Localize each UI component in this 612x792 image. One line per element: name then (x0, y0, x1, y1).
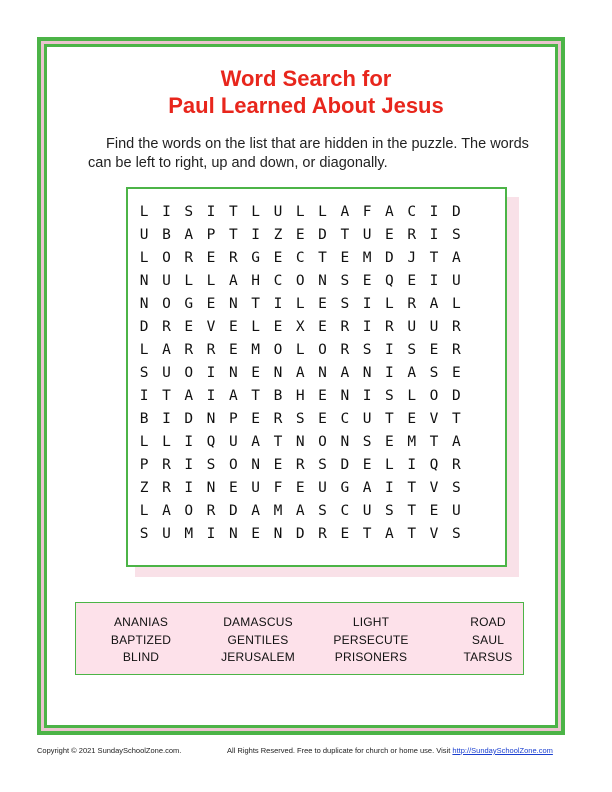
grid-row (133, 385, 467, 408)
grid-letter: D (184, 411, 194, 427)
grid-letter: A (451, 434, 461, 450)
grid-letter: T (429, 250, 439, 266)
grid-letter: I (184, 457, 194, 473)
grid-letter: S (451, 526, 461, 542)
grid-letter: N (228, 296, 238, 312)
grid-letter: E (273, 457, 283, 473)
grid-letter: C (340, 503, 350, 519)
grid-letter: D (228, 503, 238, 519)
grid-letter: T (162, 388, 171, 404)
grid-letter: L (139, 250, 149, 266)
grid-letter: G (340, 480, 350, 496)
grid-letter: G (184, 296, 194, 312)
grid-row (133, 523, 467, 546)
grid-letter: E (340, 526, 350, 542)
grid-letter: N (340, 434, 350, 450)
grid-letter: B (273, 388, 283, 404)
grid-letter: A (385, 204, 394, 220)
grid-letter: X (295, 319, 305, 335)
grid-letter: R (318, 526, 327, 542)
grid-letter: I (273, 296, 283, 312)
grid-letter: A (362, 480, 372, 496)
grid-letter: T (228, 204, 238, 220)
grid-letter: M (184, 526, 194, 542)
grid-letter: M (407, 434, 417, 450)
grid-letter: U (139, 227, 149, 243)
grid-letter: I (385, 365, 394, 381)
grid-letter: S (318, 457, 327, 473)
grid-letter: E (429, 342, 439, 358)
grid-letter: S (318, 503, 327, 519)
word-bank-word: LIGHT (352, 615, 390, 629)
grid-letter: F (362, 204, 372, 220)
grid-letter: I (385, 480, 394, 496)
grid-letter: I (429, 273, 439, 289)
grid-letter: S (362, 434, 372, 450)
grid-letter: S (295, 411, 305, 427)
grid-letter: I (429, 204, 439, 220)
grid-letter: D (318, 227, 327, 243)
grid-letter: L (251, 204, 260, 220)
grid-letter: E (251, 365, 260, 381)
grid-letter: I (362, 319, 372, 335)
footer-rights-text: All Rights Reserved. Free to duplicate for church or home use. Visit (227, 746, 451, 755)
grid-letter: T (228, 227, 238, 243)
grid-letter: U (162, 273, 171, 289)
grid-letter: N (295, 434, 305, 450)
grid-letter: U (162, 365, 171, 381)
grid-letter: H (295, 388, 305, 404)
grid-letter: E (206, 296, 216, 312)
grid-letter: I (184, 480, 194, 496)
grid-letter: I (362, 388, 372, 404)
word-bank-word: PRISONERS (334, 650, 408, 664)
grid-letter: H (251, 273, 260, 289)
grid-letter: P (228, 411, 238, 427)
page-title (0, 65, 612, 119)
grid-letter: T (251, 388, 260, 404)
grid-letter: U (162, 526, 171, 542)
grid-letter: L (139, 342, 149, 358)
grid-letter: L (139, 434, 149, 450)
grid-letter: A (385, 526, 394, 542)
grid-letter: L (318, 204, 327, 220)
word-bank-word: BAPTIZED (110, 632, 172, 647)
grid-letter: R (407, 296, 417, 312)
grid-letter: I (184, 434, 194, 450)
grid-letter: A (228, 388, 238, 404)
grid-letter: R (206, 503, 216, 519)
grid-letter: A (251, 434, 260, 450)
grid-letter: I (429, 227, 439, 243)
grid-letter: E (318, 296, 327, 312)
grid-letter: A (295, 503, 305, 519)
footer-rights (227, 746, 553, 755)
grid-letter: I (162, 204, 171, 220)
grid-letter: I (206, 526, 216, 542)
grid-letter: R (162, 480, 171, 496)
grid-letter: R (451, 457, 461, 473)
grid-letter: A (162, 503, 171, 519)
grid-letter: N (362, 365, 372, 381)
grid-letter: R (385, 319, 394, 335)
grid-letter: E (295, 480, 305, 496)
grid-letter: E (295, 227, 305, 243)
grid-letter: V (206, 319, 216, 335)
grid-letter: L (206, 273, 216, 289)
grid-letter: D (139, 319, 149, 335)
grid-letter: I (251, 227, 260, 243)
grid-letter: R (162, 457, 171, 473)
grid-row (133, 201, 467, 224)
grid-letter: A (407, 365, 417, 381)
grid-letter: S (451, 480, 461, 496)
grid-letter: A (228, 273, 238, 289)
grid-letter: T (318, 250, 327, 266)
grid-letter: L (295, 204, 305, 220)
grid-letter: O (429, 388, 439, 404)
word-bank-word: JERUSALEM (221, 650, 295, 664)
grid-row (133, 408, 467, 431)
grid-letter: E (206, 250, 216, 266)
grid-letter: E (362, 457, 372, 473)
grid-letter: A (162, 342, 171, 358)
grid-letter: Z (273, 227, 283, 243)
grid-letter: N (251, 457, 260, 473)
grid-letter: S (451, 227, 461, 243)
grid-letter: L (385, 457, 394, 473)
grid-letter: T (273, 434, 283, 450)
grid-row (133, 293, 467, 316)
grid-letter: M (362, 250, 372, 266)
footer-copyright: Copyright © 2021 SundaySchoolZone.com. (37, 746, 182, 755)
grid-letter: A (251, 503, 260, 519)
grid-letter: E (184, 319, 194, 335)
grid-letter: T (251, 296, 260, 312)
grid-letter: S (340, 296, 350, 312)
grid-letter: L (139, 204, 149, 220)
grid-letter: E (385, 227, 394, 243)
word-bank-word: SAUL (471, 632, 505, 647)
word-search-grid (133, 201, 467, 546)
grid-letter: Q (385, 273, 394, 289)
grid-letter: N (206, 480, 216, 496)
grid-letter: T (362, 526, 372, 542)
grid-letter: E (273, 319, 283, 335)
grid-letter: A (451, 250, 461, 266)
grid-letter: U (362, 227, 372, 243)
word-bank-column (428, 614, 548, 667)
grid-letter: U (362, 503, 372, 519)
title-line-1: Word Search for (220, 66, 392, 91)
grid-letter: P (206, 227, 216, 243)
grid-letter: N (206, 411, 216, 427)
grid-letter: O (318, 434, 327, 450)
grid-letter: R (295, 457, 305, 473)
grid-letter: I (407, 457, 417, 473)
grid-letter: R (451, 319, 461, 335)
grid-letter: S (139, 526, 149, 542)
grid-row (133, 477, 467, 500)
grid-letter: N (273, 526, 283, 542)
grid-letter: U (451, 503, 461, 519)
grid-letter: E (228, 342, 238, 358)
grid-letter: E (451, 365, 461, 381)
grid-letter: E (228, 480, 238, 496)
grid-letter: I (206, 365, 216, 381)
grid-letter: B (139, 411, 149, 427)
grid-letter: T (407, 503, 417, 519)
grid-letter: A (295, 365, 305, 381)
grid-letter: A (184, 227, 194, 243)
grid-letter: D (385, 250, 394, 266)
title-line-2: Paul Learned About Jesus (168, 93, 444, 118)
grid-letter: R (162, 319, 171, 335)
grid-letter: E (251, 526, 260, 542)
word-bank-word: GENTILES (227, 632, 289, 647)
grid-letter: R (340, 319, 350, 335)
grid-letter: D (340, 457, 350, 473)
grid-letter: N (273, 365, 283, 381)
grid-letter: D (451, 204, 461, 220)
grid-letter: N (228, 526, 238, 542)
grid-letter: J (407, 250, 417, 266)
grid-letter: F (273, 480, 283, 496)
grid-letter: S (362, 342, 372, 358)
grid-letter: E (407, 411, 417, 427)
instructions-text: Find the words on the list that are hidden in the puzzle. The words can be left to right, up and down, or diagonally. (88, 136, 529, 171)
grid-letter: D (451, 388, 461, 404)
grid-letter: E (251, 411, 260, 427)
grid-letter: C (340, 411, 350, 427)
grid-letter: T (429, 434, 439, 450)
grid-letter: R (184, 250, 194, 266)
grid-letter: R (228, 250, 238, 266)
grid-letter: R (184, 342, 194, 358)
grid-row (133, 454, 467, 477)
grid-letter: I (162, 411, 171, 427)
word-bank-word: TARSUS (463, 650, 513, 664)
grid-letter: S (139, 365, 149, 381)
grid-letter: P (139, 457, 149, 473)
grid-letter: S (407, 342, 417, 358)
grid-letter: N (318, 365, 327, 381)
word-bank-word: DAMASCUS (223, 615, 293, 629)
grid-letter: I (206, 388, 216, 404)
grid-letter: I (139, 388, 149, 404)
grid-letter: E (429, 503, 439, 519)
grid-letter: C (407, 204, 417, 220)
word-bank-word: BLIND (122, 650, 160, 664)
grid-letter: A (340, 365, 350, 381)
grid-letter: Q (429, 457, 439, 473)
grid-letter: A (184, 388, 194, 404)
grid-letter: E (273, 250, 283, 266)
grid-letter: V (429, 526, 439, 542)
grid-letter: I (206, 204, 216, 220)
grid-letter: A (429, 296, 439, 312)
grid-letter: S (385, 388, 394, 404)
grid-letter: R (273, 411, 283, 427)
grid-row (133, 431, 467, 454)
grid-letter: R (340, 342, 350, 358)
grid-letter: O (184, 365, 194, 381)
grid-letter: V (429, 480, 439, 496)
grid-letter: L (139, 503, 149, 519)
grid-letter: U (429, 319, 439, 335)
grid-letter: L (162, 434, 171, 450)
grid-letter: T (340, 227, 350, 243)
grid-letter: E (318, 388, 327, 404)
grid-row (133, 247, 467, 270)
grid-letter: U (451, 273, 461, 289)
grid-letter: R (407, 227, 417, 243)
grid-row (133, 270, 467, 293)
grid-letter: E (362, 273, 372, 289)
grid-letter: S (429, 365, 439, 381)
grid-letter: I (362, 296, 372, 312)
grid-letter: O (295, 273, 305, 289)
grid-letter: R (206, 342, 216, 358)
grid-letter: U (318, 480, 327, 496)
grid-letter: O (228, 457, 238, 473)
grid-letter: G (251, 250, 260, 266)
grid-letter: U (362, 411, 372, 427)
grid-letter: N (139, 273, 149, 289)
grid-letter: L (184, 273, 194, 289)
word-bank-column (311, 614, 431, 667)
grid-letter: O (162, 296, 171, 312)
word-bank (75, 602, 524, 675)
grid-row (133, 362, 467, 385)
grid-letter: U (251, 480, 260, 496)
grid-letter: T (451, 411, 461, 427)
grid-letter: L (251, 319, 260, 335)
grid-letter: U (273, 204, 283, 220)
grid-row (133, 316, 467, 339)
grid-letter: L (295, 296, 305, 312)
grid-letter: E (385, 434, 394, 450)
grid-letter: N (318, 273, 327, 289)
grid-letter: D (295, 526, 305, 542)
grid-letter: E (340, 250, 350, 266)
word-bank-word: ANANIAS (113, 615, 169, 629)
grid-letter: U (228, 434, 238, 450)
grid-row (133, 224, 467, 247)
grid-letter: E (318, 411, 327, 427)
footer-website-link[interactable]: http://SundaySchoolZone.com (452, 746, 553, 755)
grid-letter: O (162, 250, 171, 266)
grid-letter: N (340, 388, 350, 404)
grid-letter: T (385, 411, 394, 427)
grid-letter: S (340, 273, 350, 289)
grid-letter: A (340, 204, 350, 220)
grid-letter: E (318, 319, 327, 335)
grid-letter: U (407, 319, 417, 335)
grid-letter: L (451, 296, 461, 312)
grid-letter: L (295, 342, 305, 358)
grid-letter: S (206, 457, 216, 473)
grid-letter: O (318, 342, 327, 358)
grid-letter: Z (139, 480, 149, 496)
grid-letter: C (295, 250, 305, 266)
grid-letter: M (251, 342, 260, 358)
grid-letter: N (228, 365, 238, 381)
grid-letter: R (451, 342, 461, 358)
grid-letter: V (429, 411, 439, 427)
word-bank-column (198, 614, 318, 667)
grid-letter: E (407, 273, 417, 289)
word-bank-word: ROAD (470, 615, 506, 629)
grid-letter: I (385, 342, 394, 358)
grid-row (133, 500, 467, 523)
grid-letter: S (385, 503, 394, 519)
grid-letter: N (139, 296, 149, 312)
grid-letter: Q (206, 434, 216, 450)
grid-letter: L (407, 388, 417, 404)
grid-letter: T (407, 526, 417, 542)
grid-letter: L (385, 296, 394, 312)
grid-letter: T (407, 480, 417, 496)
grid-letter: O (184, 503, 194, 519)
word-bank-column (81, 614, 201, 667)
grid-letter: O (273, 342, 283, 358)
grid-letter: S (184, 204, 194, 220)
word-bank-word: PERSECUTE (333, 632, 409, 647)
grid-letter: M (273, 503, 283, 519)
grid-letter: B (162, 227, 171, 243)
grid-letter: C (273, 273, 283, 289)
grid-row (133, 339, 467, 362)
grid-letter: E (228, 319, 238, 335)
